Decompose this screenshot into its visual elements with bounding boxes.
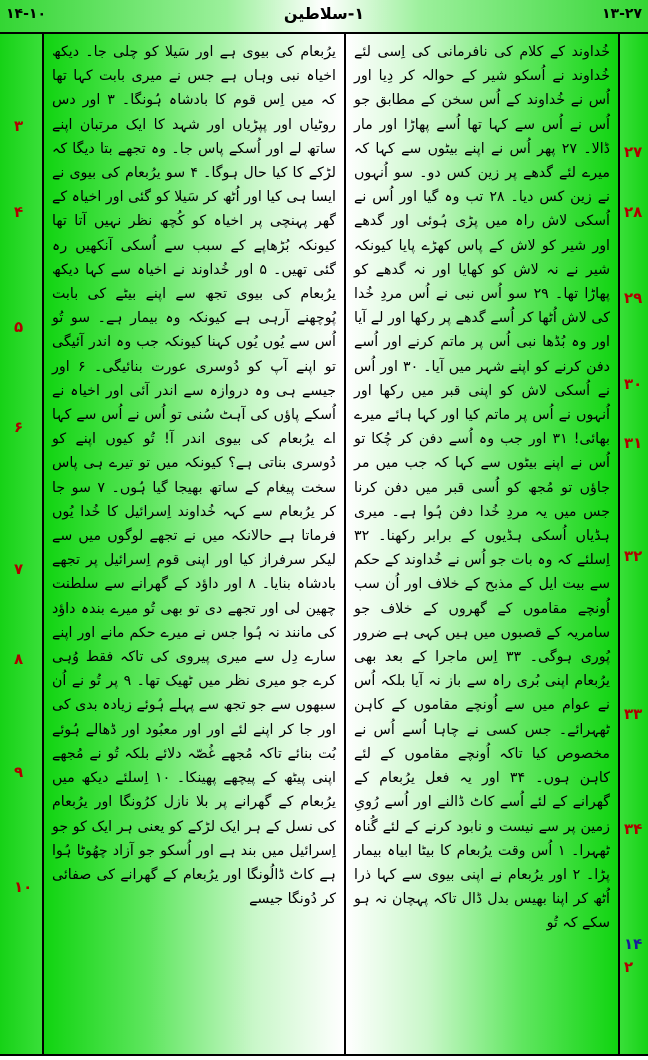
verse-number-10: ۱۰ (14, 878, 33, 896)
book-title: ۱-سلاطین (283, 4, 365, 23)
verse-number-30: ۳۰ (624, 375, 643, 393)
verse-number-27: ۲۷ (624, 143, 643, 161)
left-reference: ۱۴-۱۰ (6, 6, 46, 22)
right-gutter-rule (618, 34, 620, 1056)
right-margin-gutter (620, 34, 648, 1054)
left-text-column (44, 34, 344, 1054)
verse-number-31: ۳۱ (624, 434, 643, 452)
right-reference: ۱۳-۲۷ (602, 6, 642, 22)
page-header (0, 0, 648, 34)
verse-number-7: ۷ (14, 560, 24, 578)
right-text-column (346, 34, 618, 1054)
verse-number-28: ۲۸ (624, 203, 643, 221)
verse-number-29: ۲۹ (624, 289, 643, 307)
verse-number-4: ۴ (14, 203, 24, 221)
left-column-text: یرُبعام کی بیوی ہے اور سَیلا کو چلی جا۔ دیکھ اخیاہ نبی وہاں ہے جس نے میری بابت کہا تھا کہ میں اِس قوم کا بادشاہ ہُونگا۔ ۳ اور دس روٹیاں اور پپڑیاں اور شہد کا ایک مرتبان اپنے ساتھ لے اور اُسکے پاس جا۔ وہ تجھے بتا دیگا کہ لڑکے کا کیا حال ہوگا۔ ۴ سو یرُبعام کی بیوی نے ایسا ہی کیا اور اُٹھ کر سَیلا کو گئی اور اخیاہ کے گھر پہنچی پر اخیاہ کو کُچھ نظر نہیں آتا تھا کیونکہ بُڑھاپے کے سبب سے اُسکی آنکھیں رہ گئی تھیں۔ ۵ اور خُداوند نے اخیاہ سے کہا دیکھ یرُبعام کی بیوی تجھ سے اپنے بیٹے کی بابت پُوچھنے آرہی ہے کیونکہ وہ بیمار ہے۔ سو تُو اُس سے یُوں یُوں کہنا کیونکہ جب وہ اندر آئیگی تو اپنے آپ کو دُوسری عورت بنائیگی۔ ۶ اور جیسے ہی وہ دروازہ سے اندر آئی اور اخیاہ نے اُسکے پاؤں کی آہٹ سُنی تو اُس نے اُس سے کہا اے یرُبعام کی بیوی اندر آ! تُو کیوں اپنے کو دُوسری بناتی ہے؟ کیونکہ میں تو تیرے ہی پاس سخت پیغام کے ساتھ بھیجا گیا ہُوں۔ ۷ سو جا کر یرُبعام سے کہہ خُداوند اِسرائیل کا خُدا یُوں فرماتا ہے حالانکہ میں نے تجھے لوگوں میں سے لیکر سرفراز کیا اور اپنی قوم اِسرائیل پر تجھے بادشاہ بنایا۔ ۸ اور داؤد کے گھرانے سے سلطنت چھین لی اور تجھے دی تو بھی تُو میرے بندہ داؤد کی مانند نہ ہُوا جس نے میرے حکم مانے اور اپنے سارے دِل سے میری پیروی کی تاکہ فقط وُہی کرے جو میری نظر میں ٹھیک تھا۔ ۹ پر تُو نے اُن سبھوں سے جو تجھ سے پہلے ہُوئے زیادہ بدی کی اور جا کر اپنے لئے اور اور معبُود اور ڈھالے ہُوئے بُت بنائے تاکہ مُجھے غُصّہ دلائے بلکہ تُو نے مُجھے اپنی پیٹھ کے پیچھے پھینکا۔ ۱۰ اِسلئے دیکھ میں یرُبعام کے گھرانے پر بلا نازل کرُونگا اور یرُبعام کی نسل کے ہر ایک لڑکے کو یعنی ہر ایک کو جو اِسرائیل میں بند ہے اور اُسکو جو آزاد چھُوٹا ہُوا ہے کاٹ ڈالُونگا اور یرُبعام کے گھرانے کی صفائی کر دُونگا جیسے (52, 44, 337, 908)
verse-number-34: ۳۴ (624, 820, 643, 838)
bottom-rule (0, 1054, 648, 1056)
verse-number-8: ۸ (14, 650, 24, 668)
verse-number-2: ۲ (624, 958, 634, 976)
verse-number-9: ۹ (14, 763, 24, 781)
left-margin-gutter (0, 34, 42, 1054)
chapter-number-14: ۱۴ (624, 935, 643, 953)
verse-number-33: ۳۳ (624, 705, 643, 723)
verse-number-6: ۶ (14, 418, 24, 436)
verse-number-5: ۵ (14, 318, 24, 336)
verse-number-3: ۳ (14, 117, 24, 135)
right-column-text: خُداوند کے کلام کی نافرمانی کی اِسی لئے خُداوند نے اُسکو شیر کے حوالہ کر دِیا اور اُس نے خُداوند کے اُس سخن کے مطابق جو اُس نے اُس سے کہا تھا اُسے پھاڑا اور مار ڈالا۔ ۲۷ پھر اُس نے اپنے بیٹوں سے کہا کہ میرے لئے گدھے پر زین کس دو۔ سو اُنہوں نے زین کس دیا۔ ۲۸ تب وہ گیا اور اُس نے اُسکی لاش راہ میں پڑی ہُوئی اور گدھے اور شیر کو لاش کے پاس کھڑے پایا کیونکہ شیر نے نہ لاش کو کھایا اور نہ گدھے کو پھاڑا تھا۔ ۲۹ سو اُس نبی نے اُس مردِ خُدا کی لاش اُٹھا کر اُسے گدھے پر رکھا اور لے آیا اور وہ بُڈھا نبی اُس پر ماتم کرنے اور اُسے دفن کرنے کو اپنے شہر میں آیا۔ ۳۰ اور اُس نے اُسکی لاش کو اپنی قبر میں رکھا اور اُنہوں نے اُس پر ماتم کیا اور کہا ہائے میرے بھائی! ۳۱ اور جب وہ اُسے دفن کر چُکا تو اُس نے اپنے بیٹوں سے کہا کہ جب میں مر جاؤں تو مُجھ کو اُسی قبر میں دفن کرنا جس میں یہ مردِ خُدا دفن ہُوا ہے۔ میری ہڈیاں اُسکی ہڈیوں کے برابر رکھنا۔ ۳۲ اِسلئے کہ وہ بات جو اُس نے خُداوند کے حکم سے بیت ایل کے مذبح کے خلاف اور اُن سب اُونچے مقاموں کے گھروں کے خلاف جو سامریہ کے قصبوں میں ہیں کہی ہے ضرور پُوری ہوگی۔ ۳۳ اِس ماجرا کے بعد بھی یرُبعام اپنی بُری راہ سے باز نہ آیا بلکہ اُس نے عوام میں سے اُونچے مقاموں کے کاہن ٹھہرائے۔ جس کسی نے چاہا اُسے اُس نے مخصوص کیا تاکہ اُونچے مقاموں کے لئے کاہن ہوں۔ ۳۴ اور یہ فعل یرُبعام کے گھرانے کے لئے اُسے کاٹ ڈالنے اور اُسے رُویِ زمین پر سے نیست و نابود کرنے کے لئے گُناہ ٹھہرا۔ ۱ اُس وقت یرُبعام کا بیٹا ابیاہ بیمار پڑا۔ ۲ اور یرُبعام نے اپنی بیوی سے کہا ذرا اُٹھ کر اپنا بھیس بدل ڈال تاکہ پہچان نہ ہو سکے کہ تُو (354, 44, 610, 932)
verse-number-32: ۳۲ (624, 547, 643, 565)
